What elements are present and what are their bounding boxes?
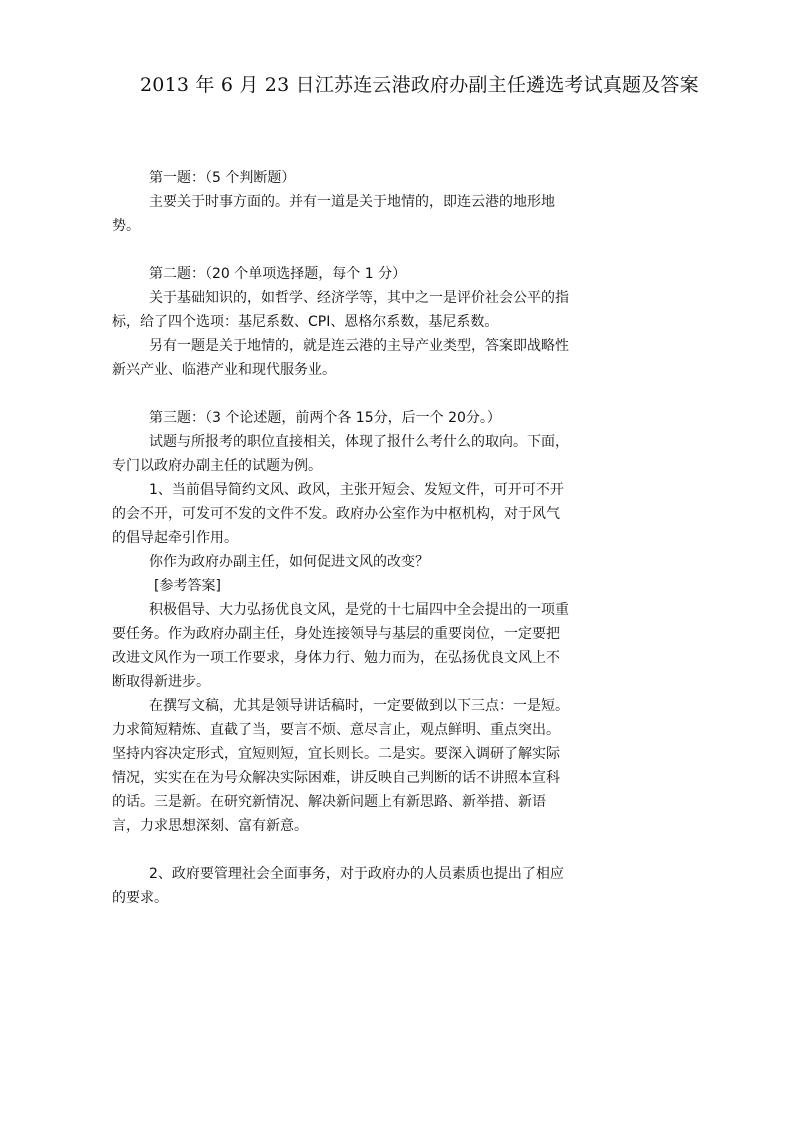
document-title: 2013 年 6 月 23 日江苏连云港政府办副主任遴选考试真题及答案 <box>140 74 699 96</box>
paragraph: 关于基础知识的，如哲学、经济学等，其中之一是评价社会公平的指标，给了四个选项：基尼系数、CPI、恩格尔系数，基尼系数。 <box>112 290 569 330</box>
paragraph: 第三题：（3 个论述题，前两个各 15分，后一个 20分。） <box>149 410 501 426</box>
paragraph: 试题与所报考的职位直接相关，体现了报什么考什么的取向。下面，专门以政府办副主任的试题为例。 <box>112 434 569 474</box>
paragraph: 你作为政府办副主任，如何促进文风的改变？ <box>149 554 429 570</box>
paragraph: [参考答案] <box>154 578 221 594</box>
paragraph: 在撰写文稿，尤其是领导讲话稿时，一定要做到以下三点：一是短。力求简短精炼、直截了当，要言不烦、意尽言止，观点鲜明、重点突出。坚持内容决定形式，宜短则短，宜长则长。二是实。要深入调研了解实际情况，实实在在为号众解决实际困难，讲反映自己判断的话不讲照本宣科的话。三是新。在研究新情况、解决新问题上有新思路、新举措、新语言，力求思想深刻、富有新意。 <box>112 698 569 834</box>
paragraph: 另有一题是关于地情的，就是连云港的主导产业类型，答案即战略性新兴产业、临港产业和现代服务业。 <box>112 338 569 378</box>
paragraph: 1、当前倡导简约文风、政风，主张开短会、发短文件，可开可不开的会不开，可发可不发的文件不发。政府办公室作为中枢机构，对于风气的倡导起牵引作用。 <box>112 482 564 546</box>
paragraph: 第二题：（20 个单项选择题，每个 1 分） <box>149 266 407 282</box>
paragraph: 主要关于时事方面的。并有一道是关于地情的，即连云港的地形地势。 <box>112 194 555 234</box>
paragraph: 2、政府要管理社会全面事务，对于政府办的人员素质也提出了相应的要求。 <box>112 866 564 906</box>
paragraph: 积极倡导、大力弘扬优良文风，是党的十七届四中全会提出的一项重要任务。作为政府办副主任，身处连接领导与基层的重要岗位，一定要把改进文风作为一项工作要求，身体力行、勉力而为，在弘扬优良文风上不断取得新进步。 <box>112 602 569 690</box>
paragraph: 第一题：（5 个判断题） <box>149 170 296 186</box>
document-body <box>112 166 572 910</box>
